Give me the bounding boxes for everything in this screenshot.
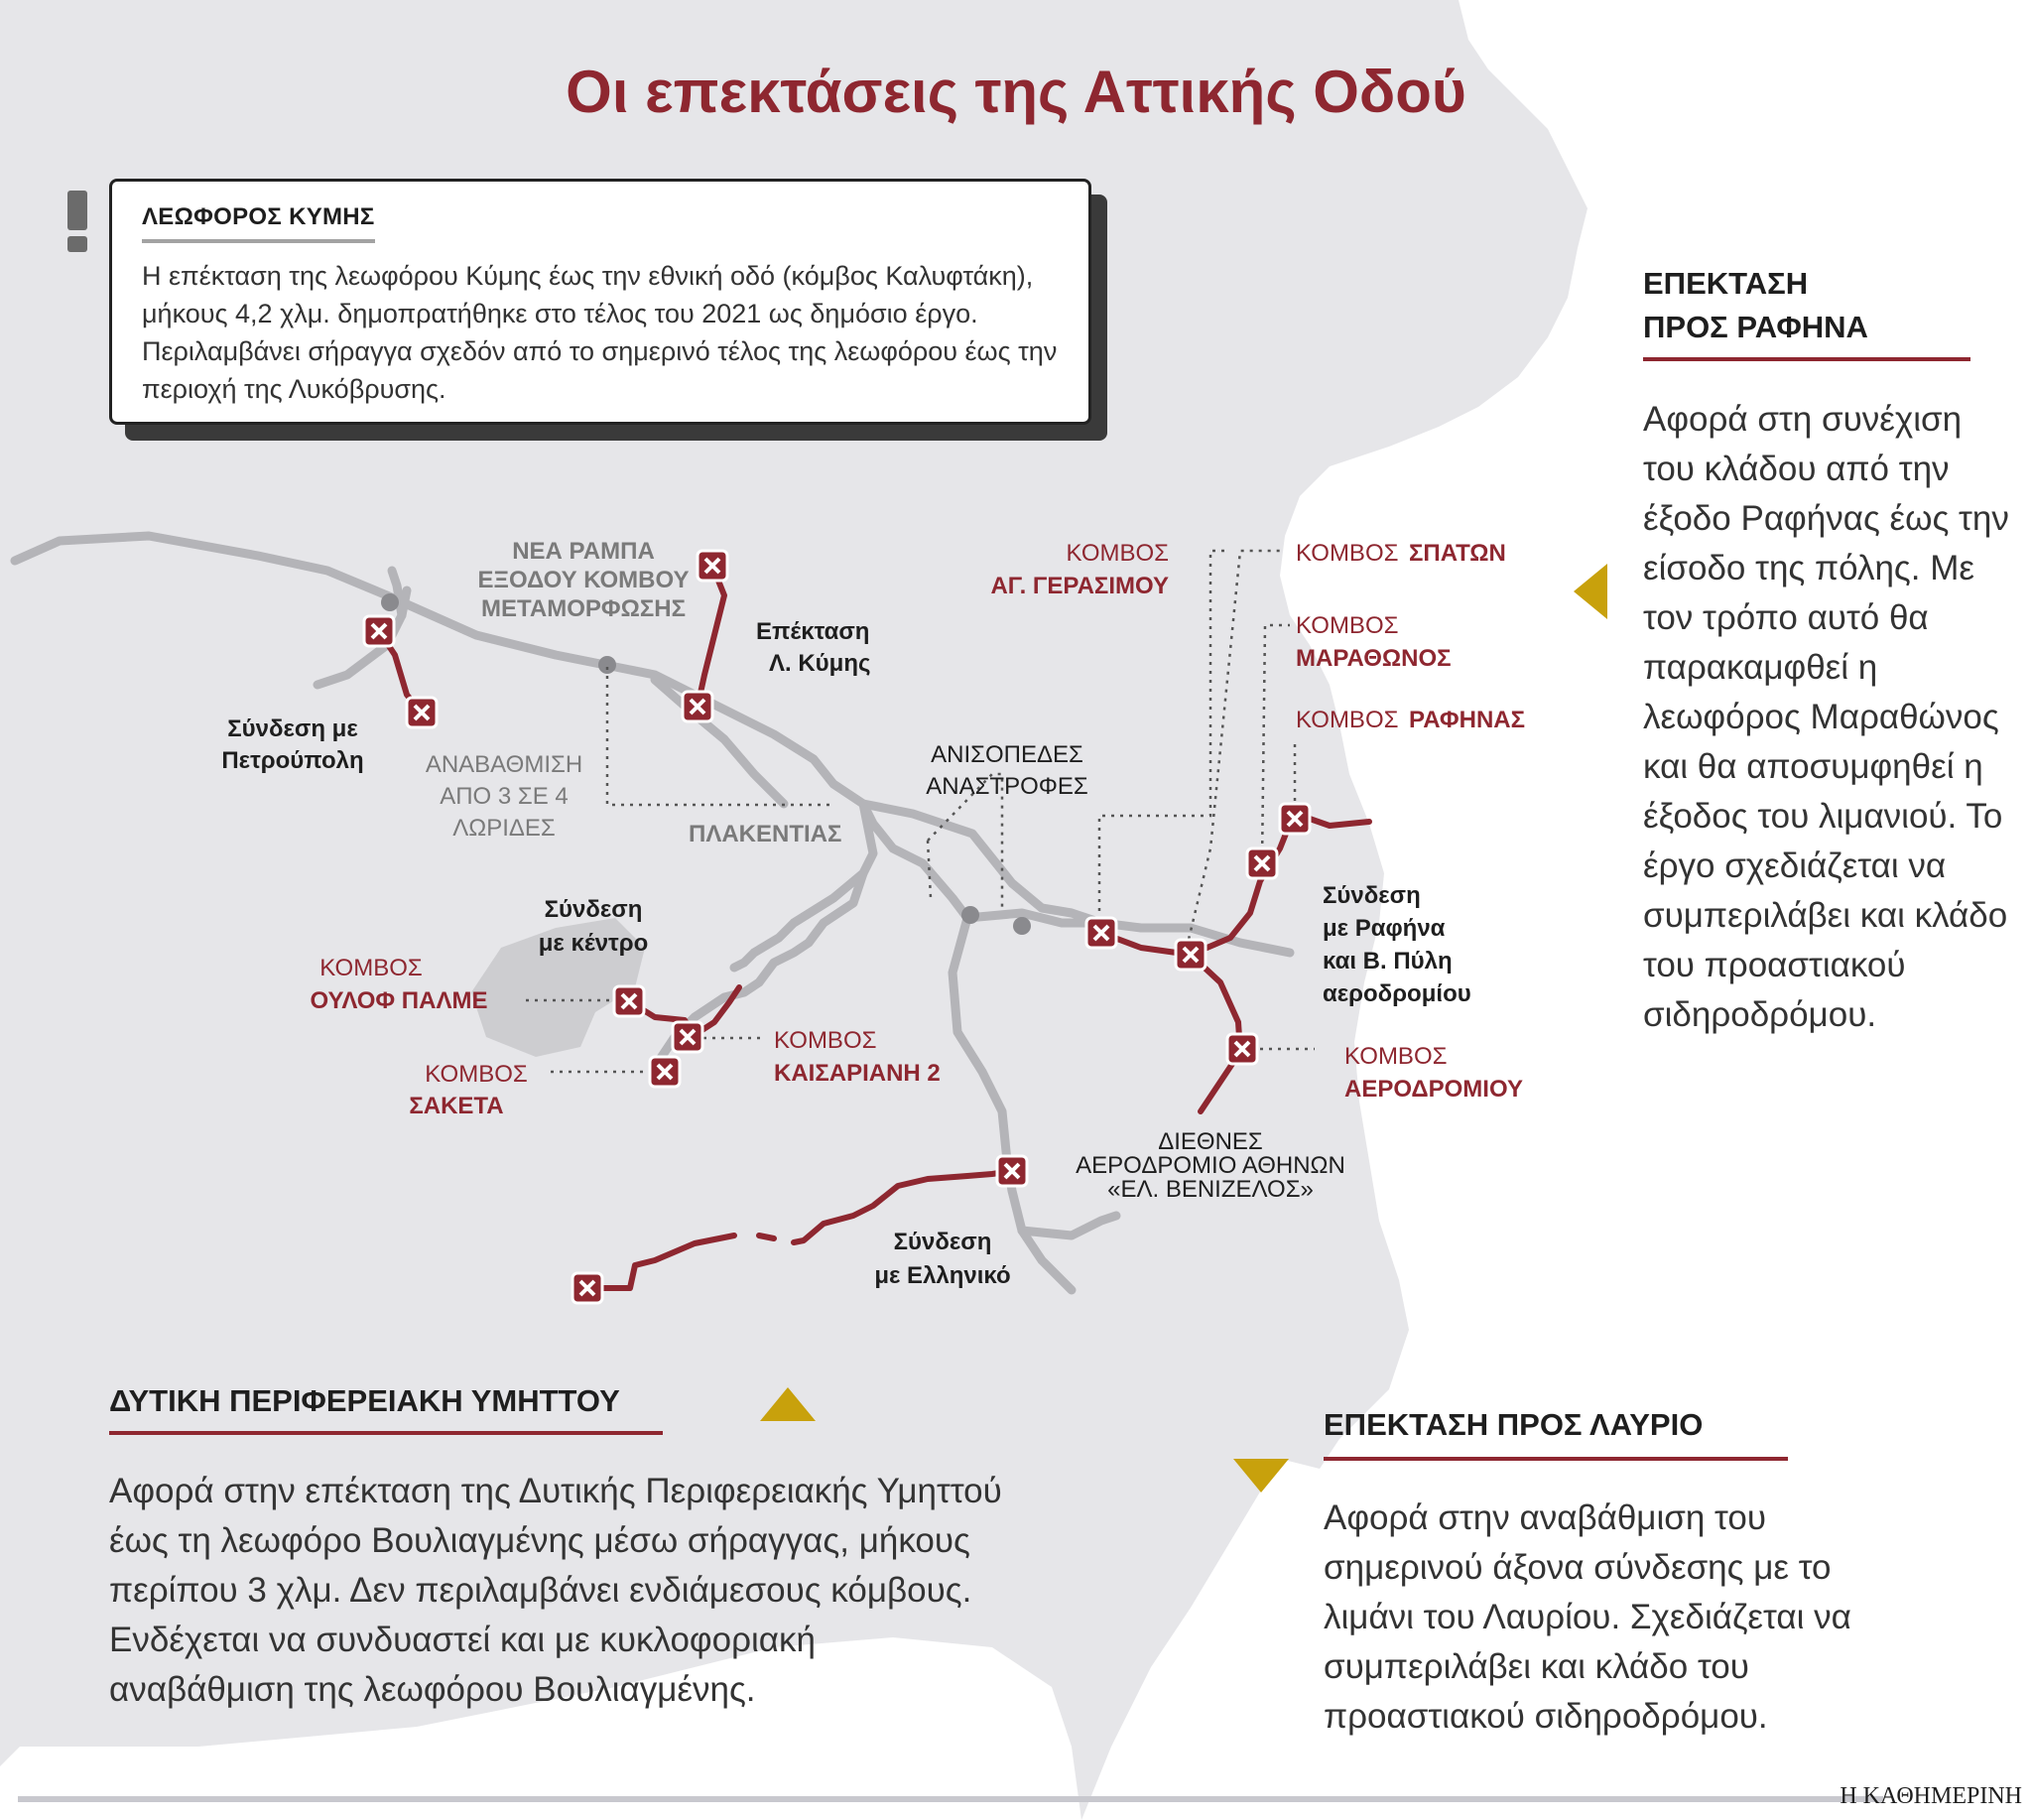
label-airport-2: ΑΕΡΟΔΡΟΜΙΟ ΑΘΗΝΩΝ	[1076, 1152, 1345, 1179]
triangle-up-icon	[760, 1387, 816, 1421]
label-saketa-prefix: ΚΟΜΒΟΣ	[425, 1061, 528, 1088]
footer-divider	[18, 1796, 1883, 1802]
label-rafina-link-2: με Ραφήνα	[1323, 915, 1446, 942]
label-elliniko-1: Σύνδεση	[893, 1229, 992, 1255]
triangle-down-icon	[1233, 1459, 1289, 1493]
label-airport-3: «ΕΛ. ΒΕΝΙΖΕΛΟΣ»	[1107, 1176, 1314, 1203]
ymittos-rule	[109, 1431, 663, 1435]
info-box	[109, 179, 1091, 425]
rafina-rule	[1643, 357, 1970, 361]
triangle-left-icon	[1574, 564, 1607, 619]
rafina-text: Αφορά στη συνέχιση του κλάδου από την έξοδο Ραφήνας έως την είσοδο της πόλης. Με τον τρόπο αυτό θα παρακαμφθεί η λεωφόρος Μαραθώνος και θα αποσυμφηθεί η έξοδος του λιμανιού. Το έργο σχεδιάζεται να συμπεριλάβει και κλάδο του προαστιακού σιδηροδρόμου.	[1643, 400, 2009, 1034]
label-nea-rampa-1: ΝΕΑ ΡΑΜΠΑ	[512, 538, 655, 565]
rafina-heading-line1: ΕΠΕΚΤΑΣΗ	[1643, 266, 1809, 301]
label-spaton-prefix: ΚΟΜΒΟΣ	[1296, 540, 1399, 567]
label-rafina-link-1: Σύνδεση	[1323, 882, 1421, 909]
label-kymis-1: Επέκταση	[756, 618, 870, 645]
label-nea-rampa-2: ΕΞΟΔΟΥ ΚΟΜΒΟΥ	[477, 567, 690, 593]
label-olof-name: ΟΥΛΟΦ ΠΑΛΜΕ	[310, 987, 488, 1014]
label-petroupoli-1: Σύνδεση με	[227, 715, 358, 742]
label-aerodromiou-prefix: ΚΟΜΒΟΣ	[1344, 1043, 1448, 1070]
lavrio-text: Αφορά στην αναβάθμιση του σημερινού άξονα σύνδεσης με το λιμάνι του Λαυρίου. Σχεδιάζεται να συμπεριλάβει και κλάδο του προαστιακού σιδηροδρόμου.	[1324, 1498, 1851, 1736]
label-gerasimou-name: ΑΓ. ΓΕΡΑΣΙΜΟΥ	[990, 573, 1169, 599]
label-kaisariani-prefix: ΚΟΜΒΟΣ	[774, 1027, 877, 1054]
label-kymis-2: Λ. Κύμης	[769, 650, 871, 677]
info-box-text: Η επέκταση της λεωφόρου Κύμης έως την εθνική οδό (κόμβος Καλυφτάκη), μήκους 4,2 χλμ. δημοπρατήθηκε στο τέλος του 2021 ως δημόσιο έργο. Περιλαμβάνει σήραγγα σχεδόν από το σημερινό τέλος της λεωφόρου έως την περιοχή της Λυκόβρυσης.	[142, 261, 1058, 404]
label-rafina-link-4: αεροδρομίου	[1323, 980, 1471, 1007]
label-anavathmisi-1: ΑΝΑΒΑΘΜΙΣΗ	[425, 751, 583, 778]
label-airport-1: ΔΙΕΘΝΕΣ	[1158, 1128, 1263, 1155]
rafina-heading-line2: ΠΡΟΣ ΡΑΦΗΝΑ	[1643, 310, 1868, 344]
label-anavathmisi-3: ΛΩΡΙΔΕΣ	[452, 815, 556, 842]
label-gerasimou-prefix: ΚΟΜΒΟΣ	[1066, 540, 1169, 567]
label-marathonos-prefix: ΚΟΜΒΟΣ	[1296, 612, 1399, 639]
page-title: Οι επεκτάσεις της Αττικής Οδού	[566, 59, 1466, 125]
label-saketa-name: ΣΑΚΕΤΑ	[409, 1093, 504, 1119]
exclamation-icon	[65, 191, 89, 252]
label-anavathmisi-2: ΑΠΟ 3 ΣΕ 4	[440, 783, 569, 810]
label-elliniko-2: με Ελληνικό	[874, 1262, 1011, 1289]
lavrio-heading: ΕΠΕΚΤΑΣΗ ΠΡΟΣ ΛΑΥΡΙΟ	[1324, 1407, 1704, 1442]
label-aerodromiou-name: ΑΕΡΟΔΡΟΜΙΟΥ	[1344, 1076, 1523, 1103]
ymittos-heading: ΔΥΤΙΚΗ ΠΕΡΙΦΕΡΕΙΑΚΗ ΥΜΗΤΤΟΥ	[109, 1383, 620, 1418]
label-anisopedes-2: ΑΝΑΣΤΡΟΦΕΣ	[926, 773, 1088, 800]
rafina-heading	[1643, 262, 1868, 349]
lavrio-rule	[1324, 1457, 1788, 1461]
label-kentro-2: με κέντρο	[538, 930, 649, 957]
brand-logo: Η ΚΑΘΗΜΕΡΙΝΗ	[1840, 1783, 2022, 1809]
info-box-heading: ΛΕΩΦΟΡΟΣ ΚΥΜΗΣ	[142, 203, 375, 243]
label-nea-rampa-3: ΜΕΤΑΜΟΡΦΩΣΗΣ	[481, 595, 686, 622]
label-marathonos-name: ΜΑΡΑΘΩΝΟΣ	[1296, 645, 1452, 672]
label-kaisariani-name: ΚΑΙΣΑΡΙΑΝΗ 2	[774, 1060, 941, 1087]
ymittos-text: Αφορά στην επέκταση της Δυτικής Περιφερειακής Υμηττού έως τη λεωφόρο Βουλιαγμένης μέσω σήραγγας, μήκους περίπου 3 χλμ. Δεν περιλαμβάνει ενδιάμεσους κόμβους. Ενδέχεται να συνδυαστεί και με κυκλοφοριακή αναβάθμιση της λεωφόρου Βουλιαγμένης.	[109, 1472, 1002, 1709]
label-rafinas-name: ΡΑΦΗΝΑΣ	[1409, 707, 1526, 733]
label-rafinas-prefix: ΚΟΜΒΟΣ	[1296, 707, 1399, 733]
label-petroupoli-2: Πετρούπολη	[221, 747, 364, 774]
label-spaton-name: ΣΠΑΤΩΝ	[1409, 540, 1506, 567]
label-anisopedes-1: ΑΝΙΣΟΠΕΔΕΣ	[931, 741, 1083, 768]
label-olof-prefix: ΚΟΜΒΟΣ	[319, 955, 423, 981]
label-rafina-link-3: και Β. Πύλη	[1323, 948, 1453, 975]
label-plakentias: ΠΛΑΚΕΝΤΙΑΣ	[689, 821, 842, 847]
label-kentro-1: Σύνδεση	[544, 896, 643, 923]
